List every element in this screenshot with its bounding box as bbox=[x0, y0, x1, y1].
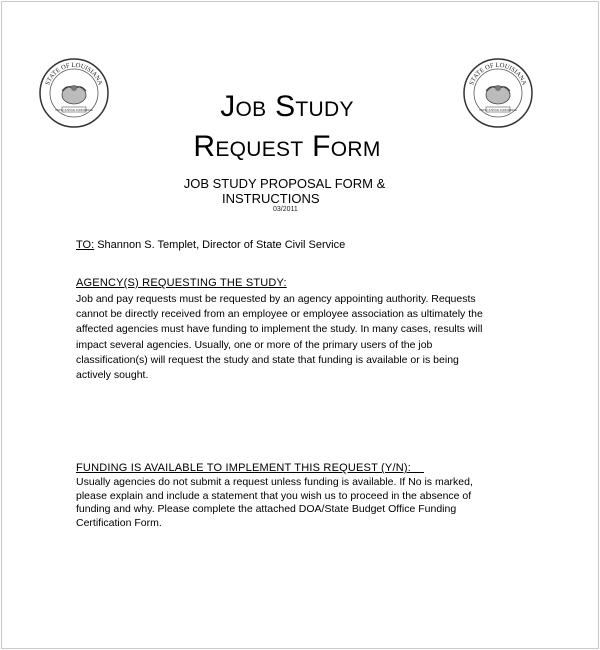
paragraph-line: actively sought. bbox=[76, 369, 149, 382]
document-page bbox=[1, 1, 599, 649]
section-agency-heading: AGENCY(S) REQUESTING THE STUDY: bbox=[76, 277, 287, 289]
svg-text:UNION JUSTICE CONFIDENCE: UNION JUSTICE CONFIDENCE bbox=[55, 109, 93, 112]
paragraph-line: impact several agencies. Usually, one or more of the primary users of the job bbox=[76, 338, 433, 351]
subtitle-line-2: INSTRUCTIONS bbox=[222, 191, 320, 206]
form-date: 03/2011 bbox=[273, 206, 298, 213]
title-line-2: Request Form bbox=[193, 130, 381, 163]
section-agency-paragraph bbox=[76, 292, 532, 383]
paragraph-line: Usually agencies do not submit a request unless funding is available. If No is marked, bbox=[76, 476, 473, 488]
paragraph-line: classification(s) will request the study and state that funding is available or is being bbox=[76, 353, 459, 366]
svg-text:STATE OF LOUISIANA: STATE OF LOUISIANA bbox=[44, 61, 104, 87]
paragraph-line: Job and pay requests must be requested by an agency appointing authority. Requests bbox=[76, 293, 476, 305]
svg-text:UNION JUSTICE CONFIDENCE: UNION JUSTICE CONFIDENCE bbox=[479, 109, 517, 112]
paragraph-line: Certification Form. bbox=[76, 516, 162, 529]
paragraph-line: funding and why. Please complete the attached DOA/State Budget Office Funding bbox=[76, 503, 457, 515]
section-funding-paragraph bbox=[76, 476, 532, 530]
section-funding-heading: FUNDING IS AVAILABLE TO IMPLEMENT THIS REQUEST (Y/N): bbox=[76, 462, 424, 474]
title-line-1: Job Study bbox=[220, 90, 354, 123]
svg-text:STATE OF LOUISIANA: STATE OF LOUISIANA bbox=[468, 61, 528, 87]
subtitle-line-1: JOB STUDY PROPOSAL FORM & bbox=[183, 176, 386, 191]
to-label: TO: bbox=[76, 239, 95, 251]
to-recipient: Shannon S. Templet, Director of State Civil Service bbox=[94, 239, 346, 251]
paragraph-line: cannot be directly received from an employee or employee association as ultimately the bbox=[76, 308, 483, 321]
paragraph-line: please explain and include a statement that you wish us to proceed in the absence of bbox=[76, 489, 472, 502]
to-line bbox=[76, 239, 345, 251]
paragraph-line: affected agencies must have funding to implement the study. In many cases, results will bbox=[76, 323, 483, 336]
